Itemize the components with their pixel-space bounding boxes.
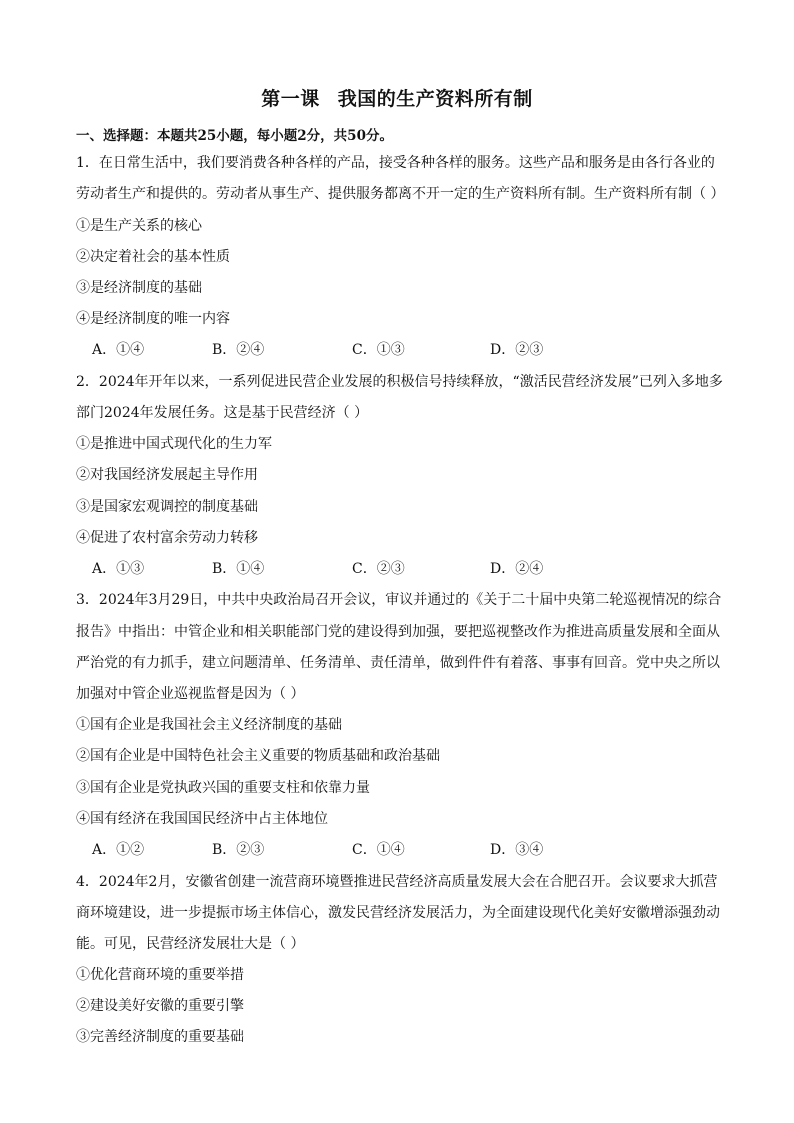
question-3-option-c: C．①④ [352,842,405,858]
question-4-stem-line-1: 4．2024年2月，安徽省创建一流营商环境暨推进民营经济高质量发展大会在合肥召开。会议要求大抓营 [76,874,718,890]
question-3-item-3: ③国有企业是党执政兴国的重要支柱和依靠力量 [76,780,370,796]
section-heading: 一、选择题：本题共25小题，每小题2分，共50分。 [76,128,393,144]
question-2-item-4: ④促进了农村富余劳动力转移 [76,530,258,546]
question-3-option-a: A．①② [92,842,145,858]
question-1-item-1: ①是生产关系的核心 [76,218,202,234]
page-title [0,84,794,111]
question-3-stem-line-4: 加强对中管企业巡视监督是因为（ ） [76,686,305,702]
question-1-item-3: ③是经济制度的基础 [76,280,202,296]
question-4-item-2: ②建设美好安徽的重要引擎 [76,998,244,1014]
question-3-stem-line-1: 3．2024年3月29日，中共中央政治局召开会议，审议并通过的《关于二十届中央第二轮巡视情况的综合 [76,592,722,608]
question-3-option-d: D．③④ [490,842,544,858]
question-2-stem-line-2: 部门2024年发展任务。这是基于民营经济（ ） [76,405,369,421]
question-2-option-a: A．①③ [92,561,145,577]
question-1-option-b: B．②④ [212,342,265,358]
title-topic: 我国的生产资料所有制 [337,88,533,110]
question-2-option-c: C．②③ [352,561,405,577]
question-1-option-d: D．②③ [490,342,544,358]
question-2-item-2: ②对我国经济发展起主导作用 [76,467,258,483]
question-1-item-2: ②决定着社会的基本性质 [76,249,230,265]
question-2-option-b: B．①④ [212,561,265,577]
question-1-item-4: ④是经济制度的唯一内容 [76,311,230,327]
question-3-item-2: ②国有企业是中国特色社会主义重要的物质基础和政治基础 [76,748,440,764]
question-4-item-1: ①优化营商环境的重要举措 [76,967,244,983]
question-1-stem-line-1: 1．在日常生活中，我们要消费各种各样的产品，接受各种各样的服务。这些产品和服务是由各行各业的 [76,155,715,171]
question-3-stem-line-2: 报告》中指出：中管企业和相关职能部门党的建设得到加强，要把巡视整改作为推进高质量发展和全面从 [76,624,720,640]
question-1-option-c: C．①③ [352,342,405,358]
question-3-option-b: B．②③ [212,842,265,858]
question-4-stem-line-3: 能。可见，民营经济发展壮大是（ ） [76,936,305,952]
question-3-item-1: ①国有企业是我国社会主义经济制度的基础 [76,717,342,733]
question-3-stem-line-3: 严治党的有力抓手，建立问题清单、任务清单、责任清单，做到件件有着落、事事有回音。党中央之所以 [76,655,720,671]
question-3-item-4: ④国有经济在我国国民经济中占主体地位 [76,811,328,827]
question-2-option-d: D．②④ [490,561,544,577]
title-lesson: 第一课 [261,88,320,110]
question-1-option-a: A．①④ [92,342,145,358]
question-1-stem-line-2: 劳动者生产和提供的。劳动者从事生产、提供服务都离不开一定的生产资料所有制。生产资料所有制（ ） [76,186,725,202]
question-4-stem-line-2: 商环境建设，进一步提振市场主体信心，激发民营经济发展活力，为全面建设现代化美好安徽增添强劲动 [76,905,720,921]
question-2-stem-line-1: 2．2024年开年以来，一系列促进民营企业发展的积极信号持续释放，“激活民营经济发展”已列入多地多 [76,374,723,390]
question-2-item-3: ③是国家宏观调控的制度基础 [76,499,258,515]
question-4-item-3: ③完善经济制度的重要基础 [76,1029,244,1045]
question-2-item-1: ①是推进中国式现代化的生力军 [76,436,272,452]
